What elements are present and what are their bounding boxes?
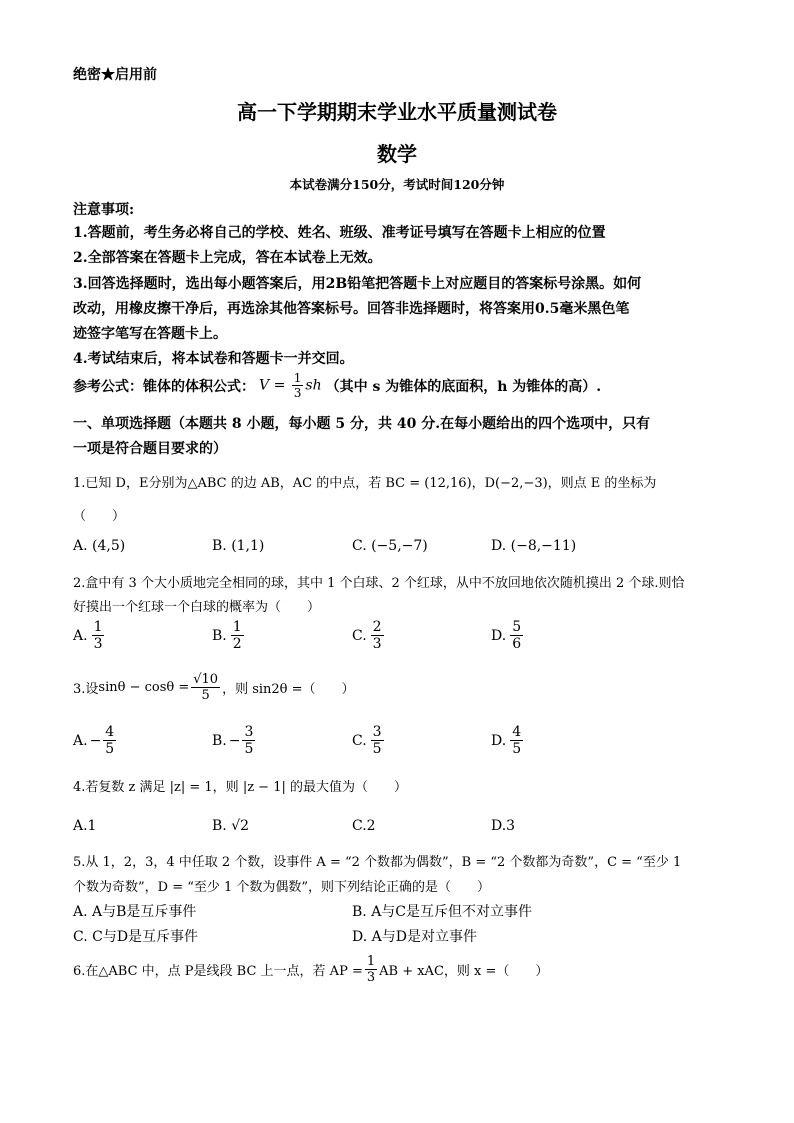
note-item: 迹签字笔写在答题卡上。 — [73, 326, 227, 342]
question-2-text: 2.盒中有 3 个大小质地完全相同的球，其中 1 个白球、2 个红球，从中不放回地依次随机摸出 2 个球.则恰 — [73, 576, 685, 591]
formula-suffix: （其中 s 为锥体的底面积，h 为锥体的高）. — [325, 378, 602, 395]
option-label: C. — [352, 627, 367, 644]
q6-suffix: AB + xAC，则 x =（ ） — [379, 964, 549, 979]
option-numerator: 1 — [93, 619, 103, 635]
q5-option-b[interactable]: B. A与C是互斥但不对立事件 — [352, 904, 533, 920]
option-label: D. — [491, 732, 507, 749]
question-6-text — [73, 955, 548, 984]
option-numerator: 1 — [232, 619, 242, 635]
q3-option-d[interactable] — [491, 725, 525, 756]
notes-heading: 注意事项: — [73, 202, 135, 218]
section-heading-cont: 一项是符合题目要求的） — [73, 441, 227, 457]
q3-option-a[interactable] — [73, 725, 118, 756]
option-label: D. — [491, 627, 507, 644]
q2-option-b[interactable] — [212, 620, 246, 651]
option-label: A. — [73, 732, 88, 749]
q5-option-c[interactable]: C. C与D是互斥事件 — [73, 929, 199, 945]
q2-option-c[interactable] — [352, 620, 386, 651]
note-item: 1.答题前，考生务必将自己的学校、姓名、班级、准考证号填写在答题卡上相应的位置 — [73, 225, 606, 241]
q3-prefix: 3.设 — [73, 682, 99, 697]
q3-option-b[interactable] — [212, 725, 257, 756]
option-label: C. — [352, 732, 367, 749]
question-5-text-cont: 个数为奇数”，D = “至少 1 个数为偶数”，则下列结论正确的是（ ） — [73, 880, 491, 895]
section-heading: 一、单项选择题（本题共 8 小题，每小题 5 分，共 40 分.在每小题给出的四个选项中，只有 — [73, 416, 651, 432]
q4-option-c[interactable]: C.2 — [352, 818, 376, 834]
q3-expression: sinθ − cosθ = — [98, 680, 190, 695]
q5-option-a[interactable]: A. A与B是互斥事件 — [73, 904, 197, 920]
question-1-blank: （ ） — [73, 509, 126, 524]
note-item: 2.全部答案在答题卡上完成，答在本试卷上无效。 — [73, 250, 382, 266]
q1-option-d[interactable]: D. (−8,−11) — [491, 538, 577, 554]
option-denominator: 2 — [232, 636, 242, 652]
note-item: 3.回答选择题时，选出每小题答案后，用2B铅笔把答题卡上对应题目的答案标号涂黑。如何 — [73, 276, 642, 292]
question-5-text: 5.从 1，2，3，4 中任取 2 个数，设事件 A = “2 个数都为偶数”，B = “2 个数都为奇数”，C = “至少 1 — [73, 855, 682, 870]
q1-option-c[interactable]: C. (−5,−7) — [352, 538, 428, 554]
option-denominator: 5 — [372, 741, 382, 757]
formula-prefix: 参考公式：锥体的体积公式： — [73, 378, 255, 395]
option-denominator: 5 — [244, 741, 254, 757]
secret-label: 绝密★启用前 — [73, 67, 157, 83]
option-label: A. — [73, 627, 88, 644]
option-numerator: 3 — [372, 724, 382, 740]
option-numerator: 2 — [372, 619, 382, 635]
q6-prefix: 6.在△ABC 中，点 P是线段 BC 上一点，若 AP = — [73, 964, 363, 979]
option-numerator: 5 — [512, 619, 522, 635]
note-item: 改动，用橡皮擦干净后，再选涂其他答案标号。回答非选择题时，将答案用0.5毫米黑色笔 — [73, 301, 630, 317]
question-3-text — [73, 673, 355, 702]
option-denominator: 6 — [512, 636, 522, 652]
q3-option-c[interactable] — [352, 725, 386, 756]
option-denominator: 3 — [372, 636, 382, 652]
q2-option-d[interactable] — [491, 620, 525, 651]
note-item: 4.考试结束后，将本试卷和答题卡一并交回。 — [73, 351, 354, 367]
q2-option-a[interactable] — [73, 620, 106, 651]
exam-info: 本试卷满分150分，考试时间120分钟 — [289, 177, 505, 192]
option-sign: − — [89, 732, 102, 749]
q1-option-a[interactable]: A. (4,5) — [73, 538, 126, 554]
q6-numerator: 1 — [366, 954, 376, 969]
q6-denominator: 3 — [366, 970, 376, 985]
question-2-text-cont: 好摸出一个红球一个白球的概率为（ ） — [73, 600, 321, 615]
q1-option-b[interactable]: B. (1,1) — [212, 538, 265, 554]
q3-suffix: ，则 sin2θ =（ ） — [222, 682, 355, 697]
q5-option-d[interactable]: D. A与D是对立事件 — [352, 929, 477, 945]
q3-numerator: √10 — [193, 672, 219, 687]
question-1-text: 1.已知 D，E分别为△ABC 的边 AB，AC 的中点，若 BC = (12,16)，D(−2,−3)，则点 E 的坐标为 — [73, 476, 657, 491]
option-label: B. — [212, 627, 227, 644]
option-denominator: 5 — [512, 741, 522, 757]
q4-option-a[interactable]: A.1 — [73, 818, 97, 834]
option-numerator: 4 — [105, 724, 115, 740]
cone-volume-formula: V = $\frac{1}{3}$ sh — [259, 371, 322, 400]
exam-title: 高一下学期期末学业水平质量测试卷 — [237, 100, 557, 124]
question-4-text: 4.若复数 z 满足 |z| = 1，则 |z − 1| 的最大值为（ ） — [73, 780, 407, 795]
q4-option-b[interactable]: B. √2 — [212, 818, 250, 834]
reference-formula — [73, 372, 601, 399]
subject-title: 数学 — [377, 142, 417, 166]
option-sign: − — [228, 732, 241, 749]
option-numerator: 3 — [244, 724, 254, 740]
option-numerator: 4 — [512, 724, 522, 740]
q3-denominator: 5 — [201, 688, 210, 703]
q4-option-d[interactable]: D.3 — [491, 818, 516, 834]
option-denominator: 5 — [105, 741, 115, 757]
option-label: B. — [212, 732, 227, 749]
option-denominator: 3 — [93, 636, 103, 652]
